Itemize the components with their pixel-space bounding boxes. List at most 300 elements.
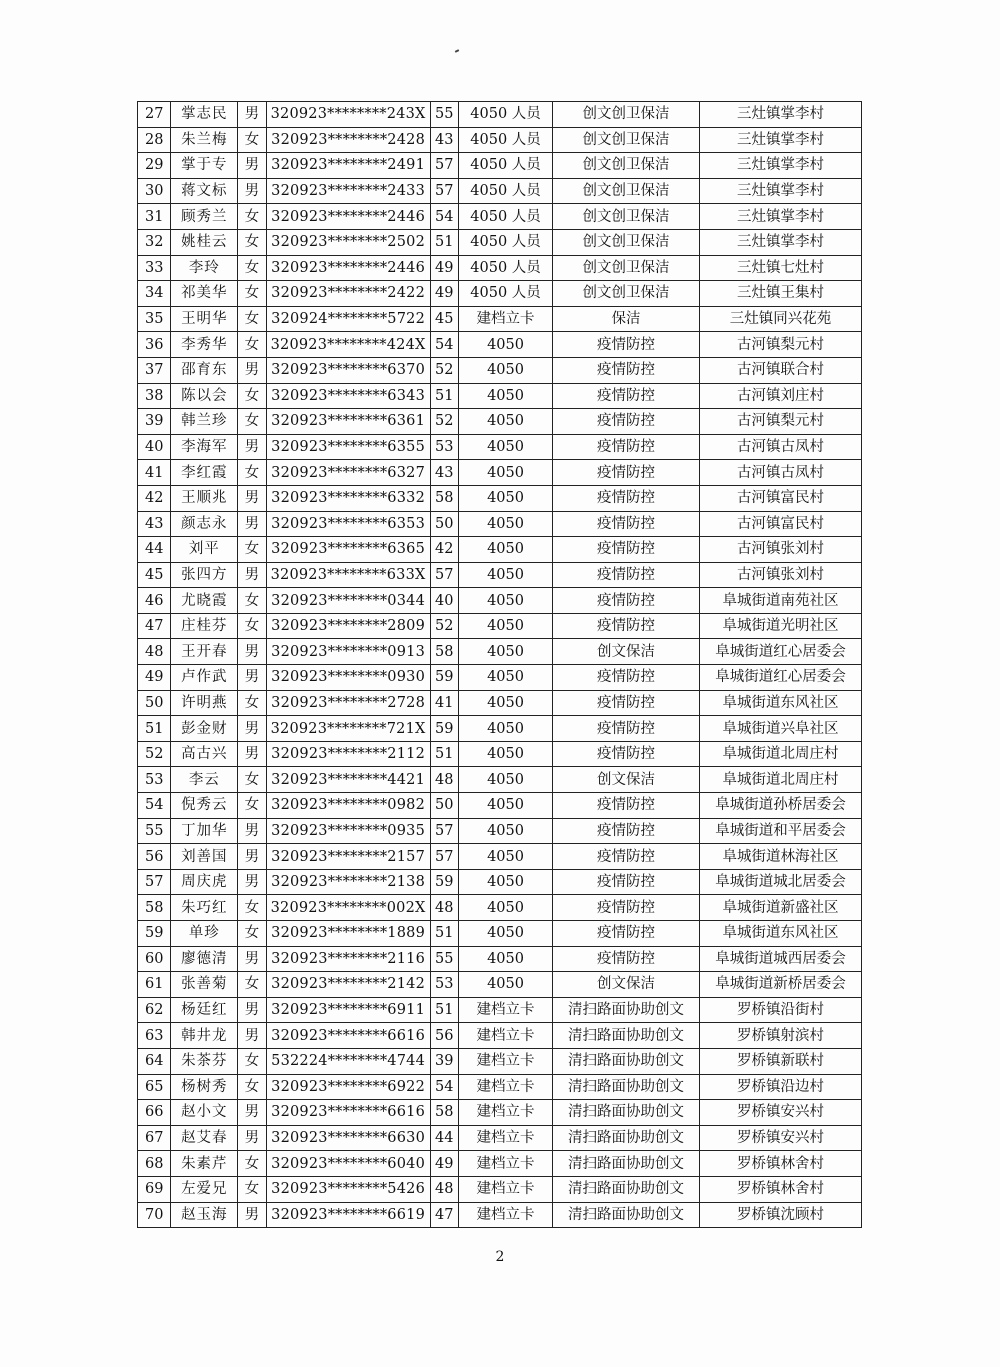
cell-age: 44 bbox=[430, 1125, 458, 1151]
cell-job-type: 清扫路面协助创文 bbox=[553, 1100, 700, 1126]
cell-category: 建档立卡 bbox=[458, 1176, 552, 1202]
cell-location: 三灶镇掌李村 bbox=[699, 102, 861, 128]
cell-id-number: 320923********2502 bbox=[266, 229, 430, 255]
cell-id-number: 320923********2112 bbox=[266, 741, 430, 767]
cell-job-type: 疫情防控 bbox=[553, 690, 700, 716]
cell-gender: 女 bbox=[238, 383, 266, 409]
table-row bbox=[138, 127, 862, 153]
cell-gender: 男 bbox=[238, 741, 266, 767]
cell-row-number: 66 bbox=[138, 1100, 171, 1126]
cell-id-number: 320923********2491 bbox=[266, 153, 430, 179]
cell-id-number: 320923********0930 bbox=[266, 665, 430, 691]
cell-location: 阜城街道和平居委会 bbox=[699, 818, 861, 844]
cell-category: 建档立卡 bbox=[458, 1100, 552, 1126]
cell-name: 陈以会 bbox=[171, 383, 238, 409]
cell-id-number: 320923********6361 bbox=[266, 409, 430, 435]
cell-category: 4050 bbox=[458, 460, 552, 486]
cell-age: 41 bbox=[430, 690, 458, 716]
cell-category: 4050 bbox=[458, 844, 552, 870]
table-row bbox=[138, 511, 862, 537]
cell-name: 朱茶芬 bbox=[171, 1048, 238, 1074]
cell-job-type: 疫情防控 bbox=[553, 793, 700, 819]
table-row bbox=[138, 997, 862, 1023]
table-row bbox=[138, 690, 862, 716]
cell-location: 罗桥镇新联村 bbox=[699, 1048, 861, 1074]
cell-gender: 女 bbox=[238, 613, 266, 639]
cell-job-type: 清扫路面协助创文 bbox=[553, 1176, 700, 1202]
cell-row-number: 32 bbox=[138, 229, 171, 255]
cell-category: 4050 bbox=[458, 767, 552, 793]
table-row bbox=[138, 921, 862, 947]
cell-job-type: 疫情防控 bbox=[553, 895, 700, 921]
cell-location: 阜城街道光明社区 bbox=[699, 613, 861, 639]
cell-location: 阜城街道新盛社区 bbox=[699, 895, 861, 921]
table-row bbox=[138, 281, 862, 307]
cell-age: 49 bbox=[430, 281, 458, 307]
cell-job-type: 创文创卫保洁 bbox=[553, 281, 700, 307]
cell-category: 4050 bbox=[458, 409, 552, 435]
cell-id-number: 320923********6040 bbox=[266, 1151, 430, 1177]
cell-name: 杨树秀 bbox=[171, 1074, 238, 1100]
cell-name: 高古兴 bbox=[171, 741, 238, 767]
cell-category: 4050 人员 bbox=[458, 153, 552, 179]
table-row bbox=[138, 665, 862, 691]
cell-row-number: 47 bbox=[138, 613, 171, 639]
cell-id-number: 320923********2116 bbox=[266, 946, 430, 972]
cell-gender: 女 bbox=[238, 537, 266, 563]
table-row bbox=[138, 818, 862, 844]
cell-category: 4050 人员 bbox=[458, 229, 552, 255]
cell-job-type: 创文创卫保洁 bbox=[553, 204, 700, 230]
cell-row-number: 30 bbox=[138, 178, 171, 204]
cell-row-number: 41 bbox=[138, 460, 171, 486]
cell-row-number: 29 bbox=[138, 153, 171, 179]
cell-age: 58 bbox=[430, 1100, 458, 1126]
cell-location: 阜城街道城西居委会 bbox=[699, 946, 861, 972]
cell-id-number: 532224********4744 bbox=[266, 1048, 430, 1074]
cell-job-type: 清扫路面协助创文 bbox=[553, 1125, 700, 1151]
cell-category: 4050 人员 bbox=[458, 178, 552, 204]
cell-category: 4050 人员 bbox=[458, 204, 552, 230]
cell-location: 阜城街道南苑社区 bbox=[699, 588, 861, 614]
table-row bbox=[138, 793, 862, 819]
cell-category: 4050 bbox=[458, 895, 552, 921]
cell-gender: 男 bbox=[238, 818, 266, 844]
cell-category: 建档立卡 bbox=[458, 1125, 552, 1151]
cell-location: 三灶镇同兴花苑 bbox=[699, 306, 861, 332]
cell-gender: 女 bbox=[238, 127, 266, 153]
cell-location: 三灶镇掌李村 bbox=[699, 229, 861, 255]
table-row bbox=[138, 153, 862, 179]
cell-gender: 男 bbox=[238, 434, 266, 460]
cell-age: 40 bbox=[430, 588, 458, 614]
cell-age: 53 bbox=[430, 972, 458, 998]
cell-age: 59 bbox=[430, 665, 458, 691]
cell-id-number: 320923********6353 bbox=[266, 511, 430, 537]
cell-job-type: 疫情防控 bbox=[553, 562, 700, 588]
cell-row-number: 60 bbox=[138, 946, 171, 972]
cell-id-number: 320923********721X bbox=[266, 716, 430, 742]
cell-location: 阜城街道林海社区 bbox=[699, 844, 861, 870]
cell-job-type: 疫情防控 bbox=[553, 665, 700, 691]
cell-job-type: 清扫路面协助创文 bbox=[553, 1048, 700, 1074]
cell-name: 祁美华 bbox=[171, 281, 238, 307]
cell-name: 周庆虎 bbox=[171, 869, 238, 895]
table-row bbox=[138, 639, 862, 665]
cell-age: 51 bbox=[430, 921, 458, 947]
cell-gender: 女 bbox=[238, 1074, 266, 1100]
cell-location: 阜城街道新桥居委会 bbox=[699, 972, 861, 998]
cell-gender: 女 bbox=[238, 690, 266, 716]
cell-name: 张四方 bbox=[171, 562, 238, 588]
cell-location: 罗桥镇安兴村 bbox=[699, 1100, 861, 1126]
cell-row-number: 37 bbox=[138, 357, 171, 383]
table-row bbox=[138, 741, 862, 767]
cell-job-type: 创文创卫保洁 bbox=[553, 127, 700, 153]
cell-age: 55 bbox=[430, 102, 458, 128]
cell-row-number: 38 bbox=[138, 383, 171, 409]
cell-name: 刘平 bbox=[171, 537, 238, 563]
cell-location: 罗桥镇沿街村 bbox=[699, 997, 861, 1023]
cell-location: 古河镇联合村 bbox=[699, 357, 861, 383]
cell-age: 48 bbox=[430, 895, 458, 921]
cell-category: 建档立卡 bbox=[458, 1151, 552, 1177]
cell-gender: 女 bbox=[238, 588, 266, 614]
cell-category: 4050 bbox=[458, 613, 552, 639]
cell-row-number: 46 bbox=[138, 588, 171, 614]
cell-gender: 男 bbox=[238, 1202, 266, 1228]
cell-id-number: 320923********6630 bbox=[266, 1125, 430, 1151]
cell-location: 阜城街道北周庄村 bbox=[699, 741, 861, 767]
cell-id-number: 320923********2142 bbox=[266, 972, 430, 998]
cell-gender: 男 bbox=[238, 102, 266, 128]
cell-id-number: 320923********2809 bbox=[266, 613, 430, 639]
table-row bbox=[138, 383, 862, 409]
cell-id-number: 320923********2728 bbox=[266, 690, 430, 716]
cell-location: 阜城街道孙桥居委会 bbox=[699, 793, 861, 819]
cell-gender: 女 bbox=[238, 767, 266, 793]
cell-category: 建档立卡 bbox=[458, 997, 552, 1023]
cell-gender: 女 bbox=[238, 255, 266, 281]
table-row bbox=[138, 844, 862, 870]
cell-name: 韩兰珍 bbox=[171, 409, 238, 435]
cell-id-number: 320923********4421 bbox=[266, 767, 430, 793]
cell-row-number: 49 bbox=[138, 665, 171, 691]
cell-gender: 女 bbox=[238, 204, 266, 230]
cell-gender: 女 bbox=[238, 793, 266, 819]
cell-name: 李红霞 bbox=[171, 460, 238, 486]
table-row bbox=[138, 1176, 862, 1202]
cell-row-number: 27 bbox=[138, 102, 171, 128]
cell-age: 54 bbox=[430, 1074, 458, 1100]
cell-age: 57 bbox=[430, 844, 458, 870]
cell-category: 建档立卡 bbox=[458, 1048, 552, 1074]
cell-row-number: 62 bbox=[138, 997, 171, 1023]
table-row bbox=[138, 332, 862, 358]
cell-job-type: 疫情防控 bbox=[553, 511, 700, 537]
cell-location: 古河镇古凤村 bbox=[699, 460, 861, 486]
cell-row-number: 45 bbox=[138, 562, 171, 588]
table-row bbox=[138, 102, 862, 128]
cell-name: 颜志永 bbox=[171, 511, 238, 537]
cell-age: 50 bbox=[430, 511, 458, 537]
cell-category: 4050 bbox=[458, 357, 552, 383]
table-row bbox=[138, 1048, 862, 1074]
cell-location: 三灶镇王集村 bbox=[699, 281, 861, 307]
cell-age: 52 bbox=[430, 357, 458, 383]
cell-row-number: 42 bbox=[138, 485, 171, 511]
cell-name: 朱巧红 bbox=[171, 895, 238, 921]
cell-category: 4050 人员 bbox=[458, 127, 552, 153]
cell-name: 许明燕 bbox=[171, 690, 238, 716]
cell-id-number: 320923********6370 bbox=[266, 357, 430, 383]
page-number: 2 bbox=[495, 1249, 505, 1265]
cell-name: 彭金财 bbox=[171, 716, 238, 742]
cell-location: 三灶镇掌李村 bbox=[699, 127, 861, 153]
cell-gender: 男 bbox=[238, 562, 266, 588]
cell-category: 4050 bbox=[458, 511, 552, 537]
cell-gender: 男 bbox=[238, 946, 266, 972]
cell-id-number: 320923********0913 bbox=[266, 639, 430, 665]
cell-id-number: 320923********2428 bbox=[266, 127, 430, 153]
cell-id-number: 320923********2433 bbox=[266, 178, 430, 204]
cell-category: 4050 bbox=[458, 665, 552, 691]
cell-row-number: 50 bbox=[138, 690, 171, 716]
cell-category: 4050 bbox=[458, 972, 552, 998]
cell-job-type: 保洁 bbox=[553, 306, 700, 332]
table-row bbox=[138, 178, 862, 204]
cell-row-number: 58 bbox=[138, 895, 171, 921]
cell-gender: 女 bbox=[238, 1048, 266, 1074]
cell-job-type: 清扫路面协助创文 bbox=[553, 1074, 700, 1100]
cell-job-type: 疫情防控 bbox=[553, 332, 700, 358]
cell-gender: 女 bbox=[238, 409, 266, 435]
cell-category: 4050 bbox=[458, 332, 552, 358]
cell-job-type: 疫情防控 bbox=[553, 818, 700, 844]
cell-id-number: 320923********6911 bbox=[266, 997, 430, 1023]
cell-gender: 男 bbox=[238, 485, 266, 511]
table-row bbox=[138, 229, 862, 255]
cell-location: 罗桥镇安兴村 bbox=[699, 1125, 861, 1151]
cell-age: 43 bbox=[430, 127, 458, 153]
cell-location: 罗桥镇林舍村 bbox=[699, 1176, 861, 1202]
cell-gender: 女 bbox=[238, 895, 266, 921]
cell-row-number: 36 bbox=[138, 332, 171, 358]
cell-name: 朱素芹 bbox=[171, 1151, 238, 1177]
cell-job-type: 疫情防控 bbox=[553, 485, 700, 511]
cell-location: 古河镇梨元村 bbox=[699, 332, 861, 358]
cell-age: 58 bbox=[430, 639, 458, 665]
table-row bbox=[138, 434, 862, 460]
table-row bbox=[138, 255, 862, 281]
cell-name: 尤晓霞 bbox=[171, 588, 238, 614]
cell-category: 4050 bbox=[458, 946, 552, 972]
cell-name: 王开春 bbox=[171, 639, 238, 665]
cell-row-number: 28 bbox=[138, 127, 171, 153]
cell-age: 55 bbox=[430, 946, 458, 972]
cell-age: 51 bbox=[430, 229, 458, 255]
cell-category: 4050 bbox=[458, 869, 552, 895]
cell-row-number: 63 bbox=[138, 1023, 171, 1049]
cell-job-type: 疫情防控 bbox=[553, 844, 700, 870]
cell-row-number: 67 bbox=[138, 1125, 171, 1151]
cell-gender: 男 bbox=[238, 511, 266, 537]
cell-id-number: 320923********6365 bbox=[266, 537, 430, 563]
table-row bbox=[138, 1125, 862, 1151]
cell-name: 赵小文 bbox=[171, 1100, 238, 1126]
cell-row-number: 55 bbox=[138, 818, 171, 844]
cell-id-number: 320923********424X bbox=[266, 332, 430, 358]
cell-location: 罗桥镇沈顾村 bbox=[699, 1202, 861, 1228]
cell-job-type: 疫情防控 bbox=[553, 869, 700, 895]
cell-id-number: 320923********0344 bbox=[266, 588, 430, 614]
cell-age: 45 bbox=[430, 306, 458, 332]
cell-id-number: 320923********633X bbox=[266, 562, 430, 588]
cell-row-number: 39 bbox=[138, 409, 171, 435]
cell-category: 建档立卡 bbox=[458, 1023, 552, 1049]
cell-gender: 男 bbox=[238, 1100, 266, 1126]
cell-job-type: 疫情防控 bbox=[553, 383, 700, 409]
cell-age: 42 bbox=[430, 537, 458, 563]
personnel-table bbox=[137, 101, 862, 1228]
cell-age: 57 bbox=[430, 178, 458, 204]
table-row bbox=[138, 204, 862, 230]
cell-gender: 女 bbox=[238, 460, 266, 486]
cell-id-number: 320923********2157 bbox=[266, 844, 430, 870]
cell-id-number: 320923********6922 bbox=[266, 1074, 430, 1100]
cell-location: 古河镇张刘村 bbox=[699, 537, 861, 563]
scan-speck bbox=[455, 49, 459, 53]
cell-name: 左爱兄 bbox=[171, 1176, 238, 1202]
cell-location: 古河镇张刘村 bbox=[699, 562, 861, 588]
cell-age: 51 bbox=[430, 997, 458, 1023]
cell-name: 掌于专 bbox=[171, 153, 238, 179]
cell-row-number: 53 bbox=[138, 767, 171, 793]
cell-age: 59 bbox=[430, 869, 458, 895]
cell-gender: 男 bbox=[238, 869, 266, 895]
table-row bbox=[138, 946, 862, 972]
table-row bbox=[138, 460, 862, 486]
cell-category: 4050 bbox=[458, 639, 552, 665]
cell-row-number: 34 bbox=[138, 281, 171, 307]
cell-job-type: 创文创卫保洁 bbox=[553, 255, 700, 281]
cell-id-number: 320923********6327 bbox=[266, 460, 430, 486]
table-body bbox=[138, 102, 862, 1228]
cell-category: 建档立卡 bbox=[458, 1202, 552, 1228]
cell-category: 建档立卡 bbox=[458, 306, 552, 332]
cell-row-number: 31 bbox=[138, 204, 171, 230]
cell-name: 韩井龙 bbox=[171, 1023, 238, 1049]
cell-location: 阜城街道城北居委会 bbox=[699, 869, 861, 895]
cell-age: 47 bbox=[430, 1202, 458, 1228]
cell-name: 蒋文标 bbox=[171, 178, 238, 204]
cell-name: 庄桂芬 bbox=[171, 613, 238, 639]
cell-job-type: 疫情防控 bbox=[553, 741, 700, 767]
cell-row-number: 43 bbox=[138, 511, 171, 537]
cell-name: 丁加华 bbox=[171, 818, 238, 844]
cell-id-number: 320923********2446 bbox=[266, 255, 430, 281]
cell-job-type: 创文保洁 bbox=[553, 639, 700, 665]
cell-age: 58 bbox=[430, 485, 458, 511]
cell-id-number: 320923********6332 bbox=[266, 485, 430, 511]
cell-name: 倪秀云 bbox=[171, 793, 238, 819]
cell-gender: 男 bbox=[238, 997, 266, 1023]
cell-job-type: 疫情防控 bbox=[553, 613, 700, 639]
cell-category: 4050 bbox=[458, 921, 552, 947]
table-row bbox=[138, 588, 862, 614]
table-row bbox=[138, 869, 862, 895]
cell-gender: 女 bbox=[238, 281, 266, 307]
cell-age: 49 bbox=[430, 255, 458, 281]
cell-category: 4050 bbox=[458, 716, 552, 742]
table-row bbox=[138, 537, 862, 563]
cell-row-number: 65 bbox=[138, 1074, 171, 1100]
cell-location: 阜城街道东风社区 bbox=[699, 690, 861, 716]
cell-id-number: 320924********5722 bbox=[266, 306, 430, 332]
cell-name: 李玲 bbox=[171, 255, 238, 281]
cell-name: 姚桂云 bbox=[171, 229, 238, 255]
cell-age: 59 bbox=[430, 716, 458, 742]
cell-name: 赵玉海 bbox=[171, 1202, 238, 1228]
cell-location: 阜城街道东风社区 bbox=[699, 921, 861, 947]
cell-id-number: 320923********5426 bbox=[266, 1176, 430, 1202]
cell-name: 廖德清 bbox=[171, 946, 238, 972]
cell-gender: 女 bbox=[238, 921, 266, 947]
cell-gender: 女 bbox=[238, 229, 266, 255]
cell-id-number: 320923********6616 bbox=[266, 1023, 430, 1049]
cell-category: 4050 人员 bbox=[458, 255, 552, 281]
cell-row-number: 69 bbox=[138, 1176, 171, 1202]
cell-row-number: 44 bbox=[138, 537, 171, 563]
table-row bbox=[138, 1100, 862, 1126]
cell-name: 朱兰梅 bbox=[171, 127, 238, 153]
table-row bbox=[138, 306, 862, 332]
cell-row-number: 70 bbox=[138, 1202, 171, 1228]
cell-location: 阜城街道北周庄村 bbox=[699, 767, 861, 793]
cell-job-type: 疫情防控 bbox=[553, 588, 700, 614]
cell-job-type: 疫情防控 bbox=[553, 434, 700, 460]
cell-category: 4050 bbox=[458, 690, 552, 716]
cell-job-type: 疫情防控 bbox=[553, 946, 700, 972]
cell-id-number: 320923********1889 bbox=[266, 921, 430, 947]
cell-job-type: 清扫路面协助创文 bbox=[553, 1202, 700, 1228]
cell-row-number: 40 bbox=[138, 434, 171, 460]
cell-category: 4050 bbox=[458, 818, 552, 844]
cell-age: 52 bbox=[430, 613, 458, 639]
cell-gender: 男 bbox=[238, 844, 266, 870]
cell-age: 43 bbox=[430, 460, 458, 486]
cell-name: 单珍 bbox=[171, 921, 238, 947]
table-row bbox=[138, 1202, 862, 1228]
cell-id-number: 320923********2138 bbox=[266, 869, 430, 895]
cell-age: 48 bbox=[430, 767, 458, 793]
cell-gender: 男 bbox=[238, 716, 266, 742]
cell-id-number: 320923********2446 bbox=[266, 204, 430, 230]
cell-name: 卢作武 bbox=[171, 665, 238, 691]
cell-row-number: 59 bbox=[138, 921, 171, 947]
cell-id-number: 320923********6619 bbox=[266, 1202, 430, 1228]
cell-gender: 女 bbox=[238, 1176, 266, 1202]
cell-row-number: 35 bbox=[138, 306, 171, 332]
cell-job-type: 疫情防控 bbox=[553, 460, 700, 486]
cell-location: 古河镇富民村 bbox=[699, 511, 861, 537]
table-row bbox=[138, 485, 862, 511]
cell-location: 三灶镇掌李村 bbox=[699, 204, 861, 230]
table-row bbox=[138, 1074, 862, 1100]
cell-job-type: 创文创卫保洁 bbox=[553, 229, 700, 255]
cell-location: 罗桥镇林舍村 bbox=[699, 1151, 861, 1177]
cell-name: 刘善国 bbox=[171, 844, 238, 870]
